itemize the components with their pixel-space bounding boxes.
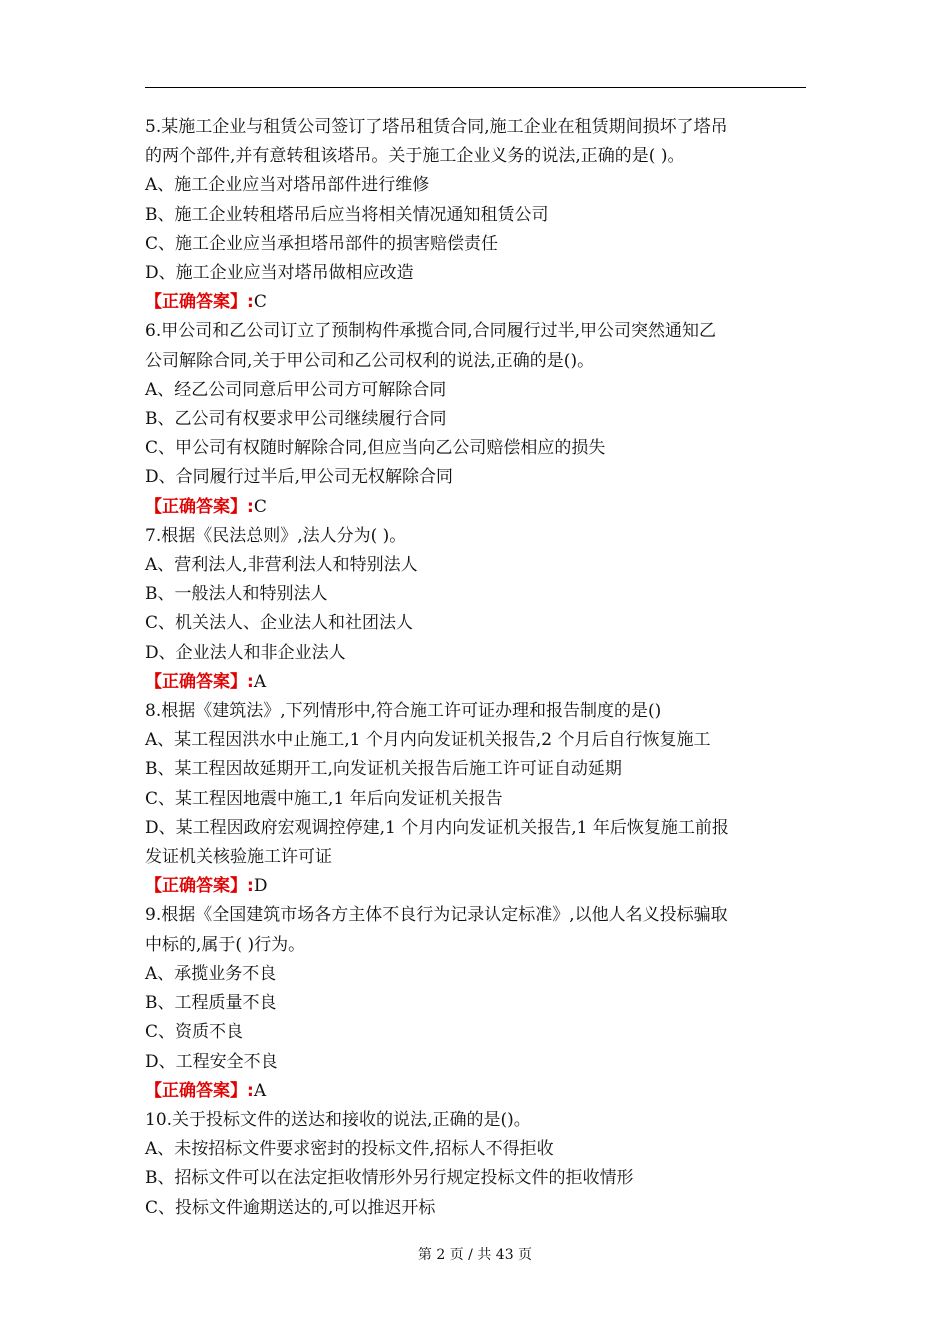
question-6-stem-line-2: 公司解除合同,关于甲公司和乙公司权利的说法,正确的是()。 (145, 350, 595, 371)
question-8-option-c: C、某工程因地震中施工,1 年后向发证机关报告 (145, 788, 503, 809)
answer-label: 【正确答案】: (145, 292, 254, 313)
answer-value: A (253, 1080, 267, 1101)
question-7-stem: 7.根据《民法总则》,法人分为( )。 (145, 525, 407, 546)
question-5-option-d: D、施工企业应当对塔吊做相应改造 (145, 263, 414, 284)
question-5-stem-line-2: 的两个部件,并有意转租该塔吊。关于施工企业义务的说法,正确的是( )。 (145, 146, 685, 167)
answer-label: 【正确答案】: (145, 876, 254, 897)
question-8-option-b: B、某工程因故延期开工,向发证机关报告后施工许可证自动延期 (145, 759, 622, 780)
answer-value: A (253, 671, 267, 692)
header-rule (145, 87, 806, 88)
question-9-stem-line-1: 9.根据《全国建筑市场各方主体不良行为记录认定标准》,以他人名义投标骗取 (145, 905, 728, 926)
answer-value: D (253, 876, 268, 897)
question-9-option-c: C、资质不良 (145, 1022, 244, 1043)
question-5-option-b: B、施工企业转租塔吊后应当将相关情况通知租赁公司 (145, 204, 549, 225)
question-10-option-a: A、未按招标文件要求密封的投标文件,招标人不得拒收 (145, 1139, 554, 1160)
question-6-option-b: B、乙公司有权要求甲公司继续履行合同 (145, 409, 447, 430)
question-10-option-c: C、投标文件逾期送达的,可以推迟开标 (145, 1197, 436, 1218)
question-9-option-b: B、工程质量不良 (145, 993, 277, 1014)
question-6-stem-line-1: 6.甲公司和乙公司订立了预制构件承揽合同,合同履行过半,甲公司突然通知乙 (145, 321, 717, 342)
question-8-answer (145, 872, 810, 901)
answer-label: 【正确答案】: (145, 1080, 254, 1101)
question-9-answer (145, 1077, 810, 1106)
answer-label: 【正确答案】: (145, 671, 254, 692)
question-5-option-c: C、施工企业应当承担塔吊部件的损害赔偿责任 (145, 233, 499, 254)
question-8-option-d-line-1: D、某工程因政府宏观调控停建,1 个月内向发证机关报告,1 年后恢复施工前报 (145, 817, 729, 838)
question-7-option-a: A、营利法人,非营利法人和特别法人 (145, 555, 418, 576)
question-6-option-d: D、合同履行过半后,甲公司无权解除合同 (145, 467, 454, 488)
question-8-option-d-line-2: 发证机关核验施工许可证 (145, 847, 332, 868)
question-8-stem: 8.根据《建筑法》,下列情形中,符合施工许可证办理和报告制度的是() (145, 701, 662, 722)
question-5-option-a: A、施工企业应当对塔吊部件进行维修 (145, 175, 430, 196)
question-8-option-a: A、某工程因洪水中止施工,1 个月内向发证机关报告,2 个月后自行恢复施工 (145, 730, 711, 751)
question-7-option-c: C、机关法人、企业法人和社团法人 (145, 613, 414, 634)
answer-value: C (253, 292, 267, 313)
question-6-option-a: A、经乙公司同意后甲公司方可解除合同 (145, 379, 447, 400)
page-footer: 第 2 页 / 共 43 页 (417, 1247, 533, 1263)
question-7-answer (145, 668, 810, 697)
document-body (145, 113, 810, 1223)
question-9-option-a: A、承揽业务不良 (145, 963, 277, 984)
question-6-answer (145, 493, 810, 522)
question-10-stem: 10.关于投标文件的送达和接收的说法,正确的是()。 (145, 1109, 531, 1130)
question-9-stem-line-2: 中标的,属于( )行为。 (145, 934, 306, 955)
question-7-option-d: D、企业法人和非企业法人 (145, 642, 346, 663)
question-5-answer (145, 288, 810, 317)
answer-value: C (253, 496, 267, 517)
question-9-option-d: D、工程安全不良 (145, 1051, 278, 1072)
answer-label: 【正确答案】: (145, 496, 254, 517)
question-5-stem-line-1: 5.某施工企业与租赁公司签订了塔吊租赁合同,施工企业在租赁期间损坏了塔吊 (145, 117, 728, 137)
question-7-option-b: B、一般法人和特别法人 (145, 584, 328, 605)
question-6-option-c: C、甲公司有权随时解除合同,但应当向乙公司赔偿相应的损失 (145, 438, 606, 459)
question-10-option-b: B、招标文件可以在法定拒收情形外另行规定投标文件的拒收情形 (145, 1168, 634, 1189)
